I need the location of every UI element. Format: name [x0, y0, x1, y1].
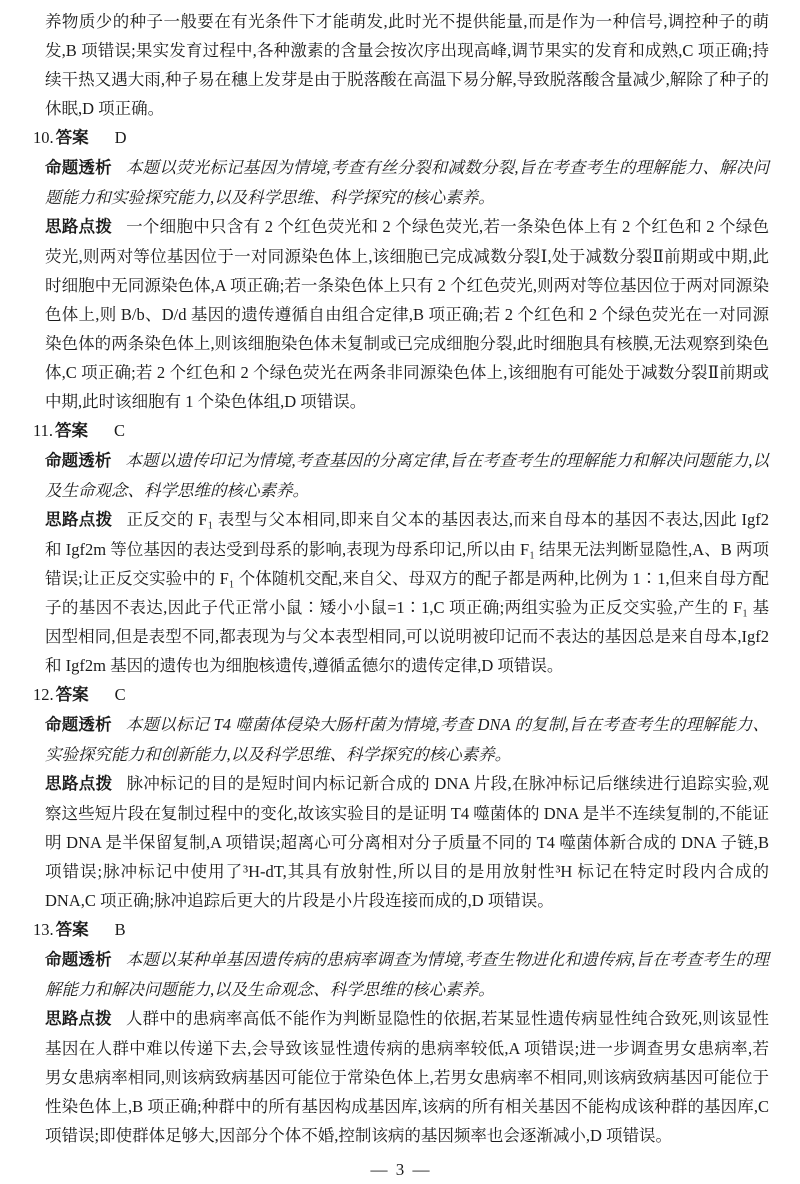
- answer-label: 答案: [55, 422, 89, 440]
- question-number: 10.: [33, 128, 54, 147]
- answer-item-11: [33, 416, 769, 680]
- guide-paragraph: [33, 1004, 769, 1150]
- answer-item-10: [33, 123, 769, 416]
- analysis-section-label: 命题透析: [45, 159, 112, 177]
- analysis-paragraph: [33, 153, 769, 212]
- answer-item-12: [33, 680, 769, 915]
- analysis-text: 本题以遗传印记为情境,考查基因的分离定律,旨在考查考生的理解能力和解决问题能力,以及生命观念、科学思维的核心素养。: [45, 451, 770, 500]
- guide-text: 一个细胞中只含有 2 个红色荧光和 2 个绿色荧光,若一条染色体上有 2 个红色和 2 个绿色荧光,则两对等位基因位于一对同源染色体上,该细胞已完成减数分裂Ⅰ,处于减数分裂Ⅱ前期或中期,此时细胞中无同源染色体,A 项正确;若一条染色体上只有 2 个红色荧光,则两对等位基因位于两对同源染色体上,则 B/b、D/d 基因的遗传遵循自由组合定律,B 项正确;若 2 个红色和 2 个绿色荧光在一对同源染色体的两条染色体上,则该细胞染色体未复制或已完成细胞分裂,此时细胞具有核膜,无法观察到染色体,C 项正确;若 2 个红色和 2 个绿色荧光在两条非同源染色体上,该细胞有可能处于减数分裂Ⅱ前期或中期,此时该细胞有 1 个染色体组,D 项错误。: [45, 217, 770, 411]
- analysis-section-label: 命题透析: [45, 452, 112, 470]
- answer-line: [33, 123, 769, 153]
- page-number-footer: — 3 —: [370, 1160, 432, 1179]
- answer-item-13: [33, 915, 769, 1150]
- guide-section-label: 思路点拨: [45, 511, 113, 529]
- answer-letter: B: [114, 920, 126, 939]
- answer-letter: C: [114, 685, 126, 704]
- analysis-text: 本题以荧光标记基因为情境,考查有丝分裂和减数分裂,旨在考查考生的理解能力、解决问题能力和实验探究能力,以及科学思维、科学探究的核心素养。: [45, 158, 770, 207]
- analysis-paragraph: [33, 710, 769, 769]
- analysis-paragraph: [33, 446, 769, 505]
- answer-label: 答案: [55, 921, 89, 939]
- answer-line: [33, 915, 769, 945]
- question-number: 11.: [33, 421, 54, 440]
- guide-section-label: 思路点拨: [45, 775, 113, 793]
- guide-paragraph: [33, 212, 769, 416]
- question-number: 13.: [33, 920, 54, 939]
- analysis-text: 本题以某种单基因遗传病的患病率调查为情境,考查生物进化和遗传病,旨在考查考生的理解能力和解决问题能力,以及生命观念、科学思维的核心素养。: [45, 950, 770, 999]
- guide-section-label: 思路点拨: [45, 1010, 112, 1028]
- analysis-section-label: 命题透析: [45, 716, 112, 734]
- guide-text: 人群中的患病率高低不能作为判断显隐性的依据,若某显性遗传病显性纯合致死,则该显性基因在人群中难以传递下去,会导致该显性遗传病的患病率较低,A 项错误;进一步调查男女患病率,若男女患病率相同,则该病致病基因可能位于常染色体上,若男女患病率不相同,则该病致病基因可能位于性染色体上,B 项正确;种群中的所有基因构成基因库,该病的所有相关基因不能构成该种群的基因库,C 项错误;即使群体足够大,因部分个体不婚,控制该病的基因频率也会逐渐减小,D 项错误。: [45, 1009, 770, 1145]
- guide-paragraph: [33, 505, 769, 680]
- analysis-text: 本题以标记 T4 噬菌体侵染大肠杆菌为情境,考查 DNA 的复制,旨在考查考生的理解能力、实验探究能力和创新能力,以及科学思维、科学探究的核心素养。: [45, 715, 769, 764]
- analysis-section-label: 命题透析: [45, 951, 112, 969]
- answer-label: 答案: [55, 686, 89, 704]
- guide-text: 正反交的 F₁ 表型与父本相同,即来自父本的基因表达,而来自母本的基因不表达,因此 Igf2 和 Igf2m 等位基因的表达受到母系的影响,表现为母系印记,所以由 F₁ 结果无法判断显隐性,A、B 两项错误;让正反交实验中的 F₁ 个体随机交配,来自父、母双方的配子都是两种,比例为 1∶1,但来自母方配子的基因不表达,因此子代正常小鼠∶矮小小鼠=1∶1,C 项正确;两组实验为正反交实验,产生的 F₁ 基因型相同,但是表型不同,都表现为与父本表型相同,可以说明被印记而不表达的基因总是来自母本,Igf2 和 Igf2m 基因的遗传也为细胞核遗传,遵循孟德尔的遗传定律,D 项错误。: [45, 510, 770, 675]
- guide-paragraph: [33, 769, 769, 915]
- guide-text: 脉冲标记的目的是短时间内标记新合成的 DNA 片段,在脉冲标记后继续进行追踪实验,观察这些短片段在复制过程中的变化,故该实验目的是证明 T4 噬菌体的 DNA 是半不连续复制的,不能证明 DNA 是半保留复制,A 项错误;超离心可分离相对分子质量不同的 T4 噬菌体新合成的 DNA 子链,B 项错误;脉冲标记中使用了³H-dT,其具有放射性,所以目的是用放射性³H 标记在特定时段内合成的 DNA,C 项正确;脉冲追踪后更大的片段是小片段连接而成的,D 项错误。: [45, 774, 770, 910]
- answer-letter: C: [114, 421, 126, 440]
- answer-letter: D: [114, 128, 127, 147]
- analysis-paragraph: [33, 945, 769, 1004]
- answer-label: 答案: [55, 129, 89, 147]
- item9-continuation-paragraph: 养物质少的种子一般要在有光条件下才能萌发,此时光不提供能量,而是作为一种信号,调控种子的萌发,B 项错误;果实发育过程中,各种激素的含量会按次序出现高峰,调节果实的发育和成熟,C 项正确;持续干热又遇大雨,种子易在穗上发芽是由于脱落酸在高温下易分解,导致脱落酸含量减少,解除了种子的休眠,D 项正确。: [45, 12, 769, 118]
- answer-line: [33, 680, 769, 710]
- question-number: 12.: [33, 685, 54, 704]
- answer-line: [33, 416, 769, 446]
- guide-section-label: 思路点拨: [45, 218, 113, 236]
